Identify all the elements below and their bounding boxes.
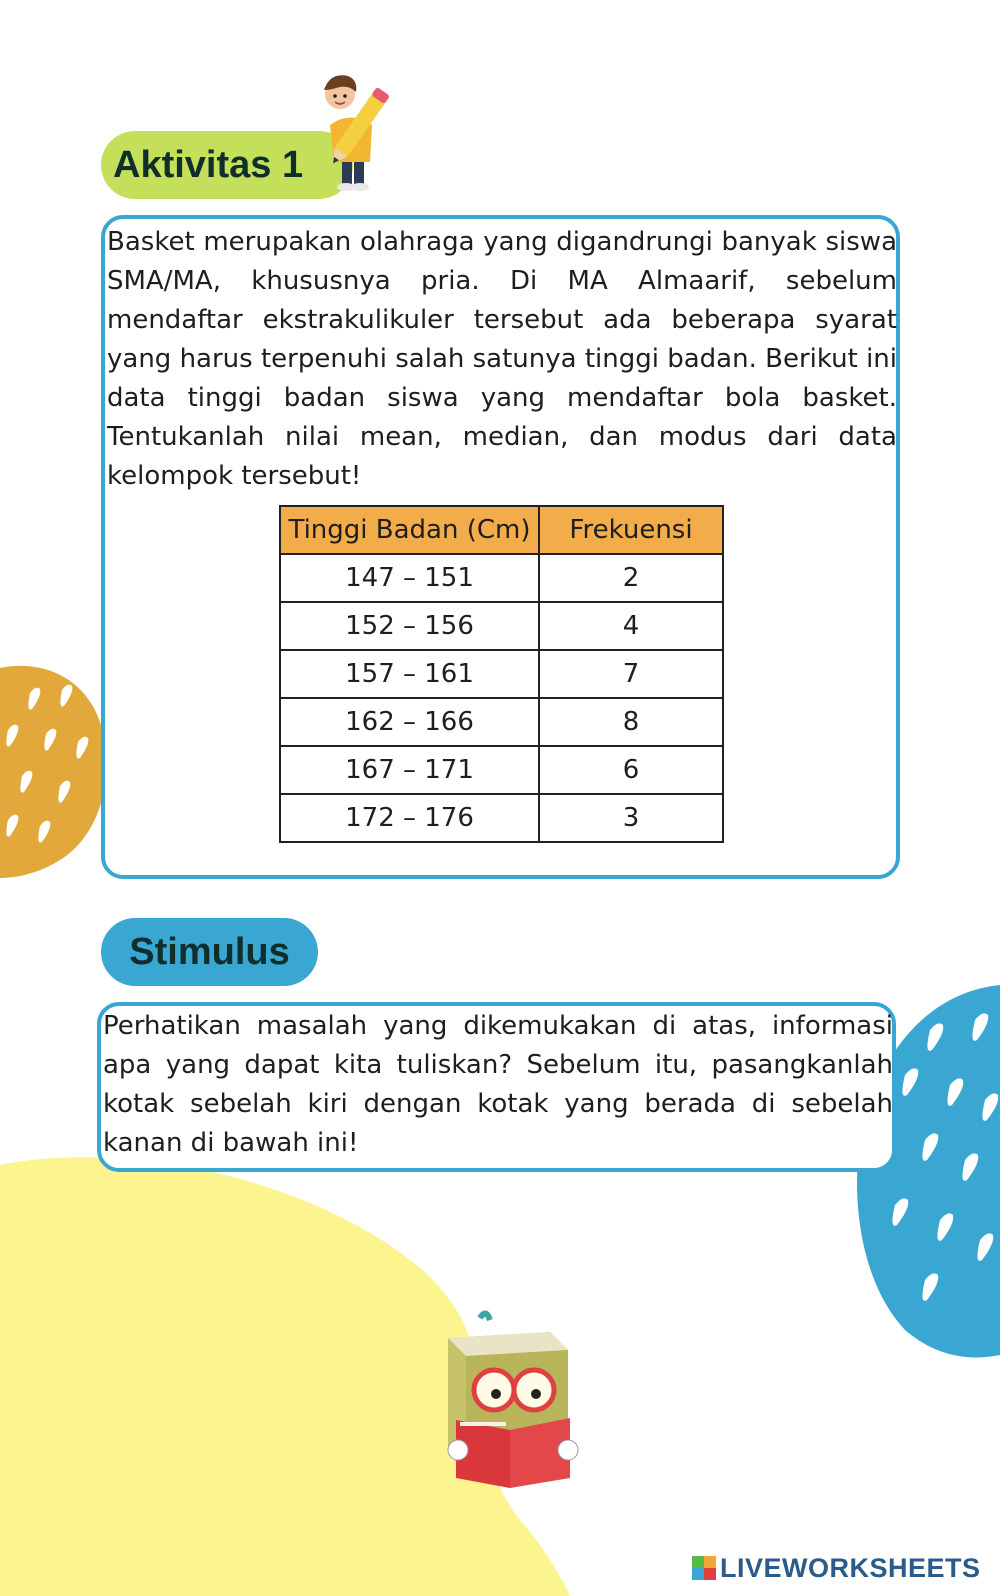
table-row bbox=[280, 746, 723, 794]
frequency-cell: 7 bbox=[539, 650, 723, 698]
book-character-illustration bbox=[430, 1310, 590, 1500]
height-range-cell: 152 – 156 bbox=[280, 602, 539, 650]
table-row bbox=[280, 650, 723, 698]
logo-text: LIVEWORKSHEETS bbox=[720, 1552, 981, 1583]
table-header-row bbox=[280, 506, 723, 554]
table-row bbox=[280, 554, 723, 602]
height-range-cell: 167 – 171 bbox=[280, 746, 539, 794]
table-row bbox=[280, 698, 723, 746]
column-header-frequency: Frekuensi bbox=[539, 506, 723, 554]
boy-with-pencil-illustration bbox=[300, 70, 395, 192]
problem-text: Basket merupakan olahraga yang digandrungi banyak siswa SMA/MA, khususnya pria. Di MA Almaarif, sebelum mendaftar ekstrakulikuler tersebut ada beberapa syarat yang harus terpenuhi salah satunya tinggi badan. Berikut ini data tinggi badan siswa yang mendaftar bola basket. Tentukanlah nilai mean, median, dan modus dari data kelompok tersebut! bbox=[107, 227, 897, 491]
table-row bbox=[280, 794, 723, 842]
liveworksheets-logo bbox=[692, 1553, 981, 1583]
logo-grid-icon bbox=[692, 1556, 716, 1580]
stimulus-card bbox=[97, 1002, 896, 1172]
column-header-height: Tinggi Badan (Cm) bbox=[280, 506, 539, 554]
height-range-cell: 172 – 176 bbox=[280, 794, 539, 842]
frequency-cell: 6 bbox=[539, 746, 723, 794]
height-range-cell: 147 – 151 bbox=[280, 554, 539, 602]
frequency-cell: 3 bbox=[539, 794, 723, 842]
height-range-cell: 162 – 166 bbox=[280, 698, 539, 746]
frequency-table bbox=[279, 505, 724, 843]
stimulus-title: Stimulus bbox=[101, 918, 318, 986]
table-row bbox=[280, 602, 723, 650]
frequency-cell: 2 bbox=[539, 554, 723, 602]
stimulus-text: Perhatikan masalah yang dikemukakan di atas, informasi apa yang dapat kita tuliskan? Sebelum itu, pasangkanlah kotak sebelah kiri dengan kotak yang berada di sebelah kanan di bawah ini! bbox=[103, 1011, 893, 1158]
activity-card bbox=[101, 215, 900, 879]
frequency-cell: 4 bbox=[539, 602, 723, 650]
height-range-cell: 157 – 161 bbox=[280, 650, 539, 698]
activity-title: Aktivitas 1 bbox=[101, 131, 353, 199]
frequency-cell: 8 bbox=[539, 698, 723, 746]
orange-blob-left bbox=[0, 666, 107, 878]
